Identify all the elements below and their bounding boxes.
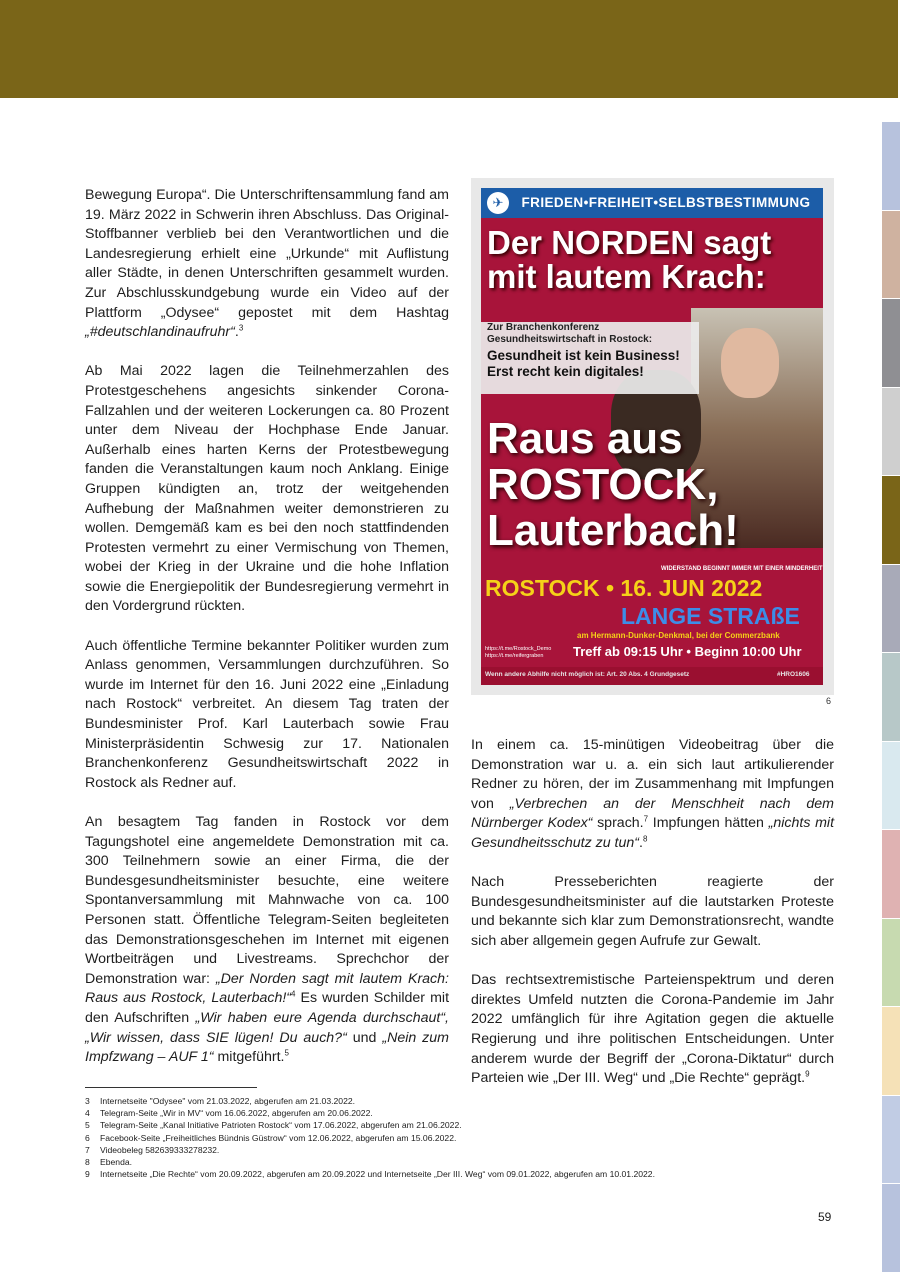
side-tab [882, 742, 900, 830]
face-shape [721, 328, 779, 398]
side-tab [882, 565, 900, 653]
side-tab [882, 476, 900, 564]
side-tab [882, 388, 900, 476]
side-tab [882, 1096, 900, 1184]
poster-bottom-text: Wenn andere Abhilfe nicht möglich ist: Art. 20 Abs. 4 Grundgesetz [485, 671, 690, 678]
side-tab [882, 211, 900, 299]
poster-time: Treff ab 09:15 Uhr • Beginn 10:00 Uhr [573, 644, 802, 659]
footnote-item [85, 1107, 845, 1119]
footnote-ref[interactable]: 3 [238, 323, 244, 333]
footnote-number: 7 [85, 1144, 90, 1155]
footnote-ref[interactable]: 8 [642, 834, 648, 844]
header-band [0, 0, 898, 98]
paragraph: In einem ca. 15-minütigen Videobeitrag über die Demonstration war u. a. ein sich laut artikulierender Redner zu hören, der im Zusammenhang mit Impfungen von „Verbrechen an der Menschheit nach dem Nürnberger Kodex“ sprach.$^7$ Impfungen hätten „nichts mit Gesundheitsschutz zu tun“.$^8$ [471, 737, 835, 851]
poster-address: am Hermann-Dunker-Denkmal, bei der Commerzbank [577, 631, 780, 640]
poster-slogan: Raus aus ROSTOCK, Lauterbach! [487, 414, 739, 555]
side-tab [882, 1007, 900, 1095]
poster-top-banner: FRIEDEN•FREIHEIT•SELBSTBESTIMMUNG [481, 188, 823, 218]
right-column [471, 736, 834, 1108]
left-column [85, 186, 449, 1087]
footnotes [85, 1095, 845, 1180]
poster-headline: Der NORDEN sagt mit lautem Krach: [487, 224, 772, 295]
poster-street: LANGE STRAßE [621, 603, 800, 629]
footnote-number: 6 [85, 1132, 90, 1143]
poster-date: ROSTOCK • 16. JUN 2022 [485, 575, 763, 601]
dove-icon: ✈ [487, 192, 509, 214]
footnote-number: 3 [85, 1096, 90, 1106]
side-tab [882, 299, 900, 387]
poster-subtitle: Gesundheit ist kein Business! Erst recht kein digitales! [487, 348, 680, 379]
footnote-divider [85, 1087, 257, 1088]
footnote-ref[interactable]: 5 [284, 1048, 289, 1058]
poster-urls: https://t.me/Rostock_Demo https://t.me/reifergraben [485, 646, 552, 659]
side-tab [882, 653, 900, 741]
footnote-number: 8 [85, 1157, 90, 1168]
paragraph: Nach Presseberichten reagierte der Bundesgesundheitsminister auf die lautstarken Proteste und bekannte sich klar zum Demonstrationsrecht, wandte sich aber allgemein gegen Aufrufe zur Gewalt. [471, 874, 834, 949]
footnote-number: 4 [85, 1108, 90, 1119]
paragraph: Das rechtsextremistische Parteienspektrum und deren direktes Umfeld nutzten die Corona-Pandemie im Jahr 2022 umfänglich für ihre Agitation gegen die aktuelle Regierung und ihre politischen Entscheidungen. Unter anderem wurde der Begriff der „Corona-Diktatur“ durch Parteien wie „Der III. Weg“ und „Die Rechte“ geprägt.$^9$ [471, 972, 834, 1087]
side-tab [882, 122, 900, 210]
paragraph: Bewegung Europa“. Die Unterschriftensammlung fand am 19. März 2022 in Schwerin ihren Abschluss. Das Original-Stoffbanner verblieb bei den Verantwortlichen und die Landesregierung erhielt eine „Urkunde“ mit Auflistung aller Städte, in denen Unterschriften gesammelt wurden. Zur Abschlusskundgebung wurde ein Video auf der Plattform „Odysee“ gepostet mit dem Hashtag „#deutschlandinaufruhr“.$^3$ [85, 187, 449, 341]
footnote-item [85, 1095, 845, 1107]
footnote-text: Telegram-Seite „Wir in MV“ vom 16.06.2022, abgerufen am 20.06.2022. [100, 1108, 373, 1119]
paragraph: Ab Mai 2022 lagen die Teilnehmerzahlen des Protestgeschehens angesichts sinkender Corona-Fallzahlen und der weiteren Lockerungen ca. 80 Prozent unter dem Niveau der Hochphase Ende Januar. Außerhalb eines harten Kerns der Protestbewegung fanden die Veranstaltungen kaum noch Anklang. Einige Gruppen kündigten an, trotz der weitgehenden Aufhebung der Maßnahmen weiter demonstrieren zu wollen. Demgemäß kam es bei den noch stattfindenden Protesten vermehrt zu einer Vermischung von Themen, wobei der Krieg in der Ukraine und die hohe Inflation sowie die Energiepolitik der Bundesregierung vermehrt in den Vordergrund rückten. [85, 363, 449, 615]
side-tab [882, 830, 900, 918]
footnote-item [85, 1168, 845, 1180]
footnote-item [85, 1119, 845, 1131]
footnote-text: Facebook-Seite „Freiheitliches Bündnis Güstrow“ vom 12.06.2022, abgerufen am 15.06.2022. [100, 1132, 457, 1143]
poster-subtitle-small: Zur Branchenkonferenz Gesundheitswirtschaft in Rostock: [487, 322, 653, 345]
footnote-text: Internetseite „Die Rechte“ vom 20.09.2022, abgerufen am 20.09.2022 und Internetseite „Der III. Weg“ vom 09.01.2022, abgerufen am 10.01.2022. [100, 1169, 655, 1180]
footnote-number: 5 [85, 1120, 90, 1131]
side-tab [882, 1184, 900, 1272]
poster-small-text: WIDERSTAND BEGINNT IMMER MIT EINER MINDERHEIT [661, 566, 823, 572]
footnote-text: Internetseite "Odysee" vom 21.03.2022, abgerufen am 21.03.2022. [100, 1096, 356, 1106]
paragraph: Auch öffentliche Termine bekannter Politiker wurden zum Anlass genommen, Versammlungen durchzuführen. So wurde im Internet für den 16. Juni 2022 eine „Einladung nach Rostock“ verbreitet. An diesem Tag traten der Bundesminister Prof. Karl Lauterbach sowie Frau Ministerpräsidentin Schwesig zur 17. Nationalen Branchenkonferenz Gesundheitswirtschaft 2022 in Rostock als Redner auf. [85, 637, 449, 791]
footnote-number: 9 [85, 1169, 90, 1180]
footnote-item [85, 1156, 845, 1168]
footnote-item [85, 1144, 845, 1156]
footnote-text: Videobeleg 582639333278232. [100, 1144, 220, 1155]
paragraph: An besagtem Tag fanden in Rostock vor dem Tagungshotel eine angemeldete Demonstration mit ca. 300 Teilnehmern sowie an einer Firma, die der Bundesgesundheitsminister besuchte, eine weitere Spontanversammlung mit Mahnwache von ca. 100 Personen statt. Öffentliche Telegram-Seiten begleiteten das Demonstrationsgeschehen im Internet mit eigenen Wortbeiträgen und Livestreams. Sprechchor der Demonstration war: „Der Norden sagt mit lautem Krach: Raus aus Rostock, Lauterbach!“$^4$ Es wurden Schilder mit den Aufschriften „Wir haben eure Agenda durchschaut“, „Wir wissen, dass SIE lügen! Du auch?“ und „Nein zum Impfzwang – AUF 1“ mitgeführt.$^5$ [85, 814, 450, 1066]
footnote-ref[interactable]: 4 [291, 989, 296, 999]
footnote-text: Telegram-Seite „Kanal Initiative Patrioten Rostock“ vom 17.06.2022, abgerufen am 21.06.2022. [100, 1120, 462, 1131]
poster-figure [471, 178, 834, 695]
side-tab [882, 919, 900, 1007]
footnote-ref[interactable]: 9 [805, 1069, 810, 1079]
demonstration-poster [481, 188, 823, 685]
footnote-item [85, 1132, 845, 1144]
footnote-text: Ebenda. [100, 1157, 133, 1168]
page-number: 59 [818, 1210, 832, 1224]
figure-number: 6 [826, 696, 832, 706]
poster-hashtag: #HRO1606 [777, 671, 810, 678]
footnote-ref[interactable]: 7 [643, 814, 649, 824]
